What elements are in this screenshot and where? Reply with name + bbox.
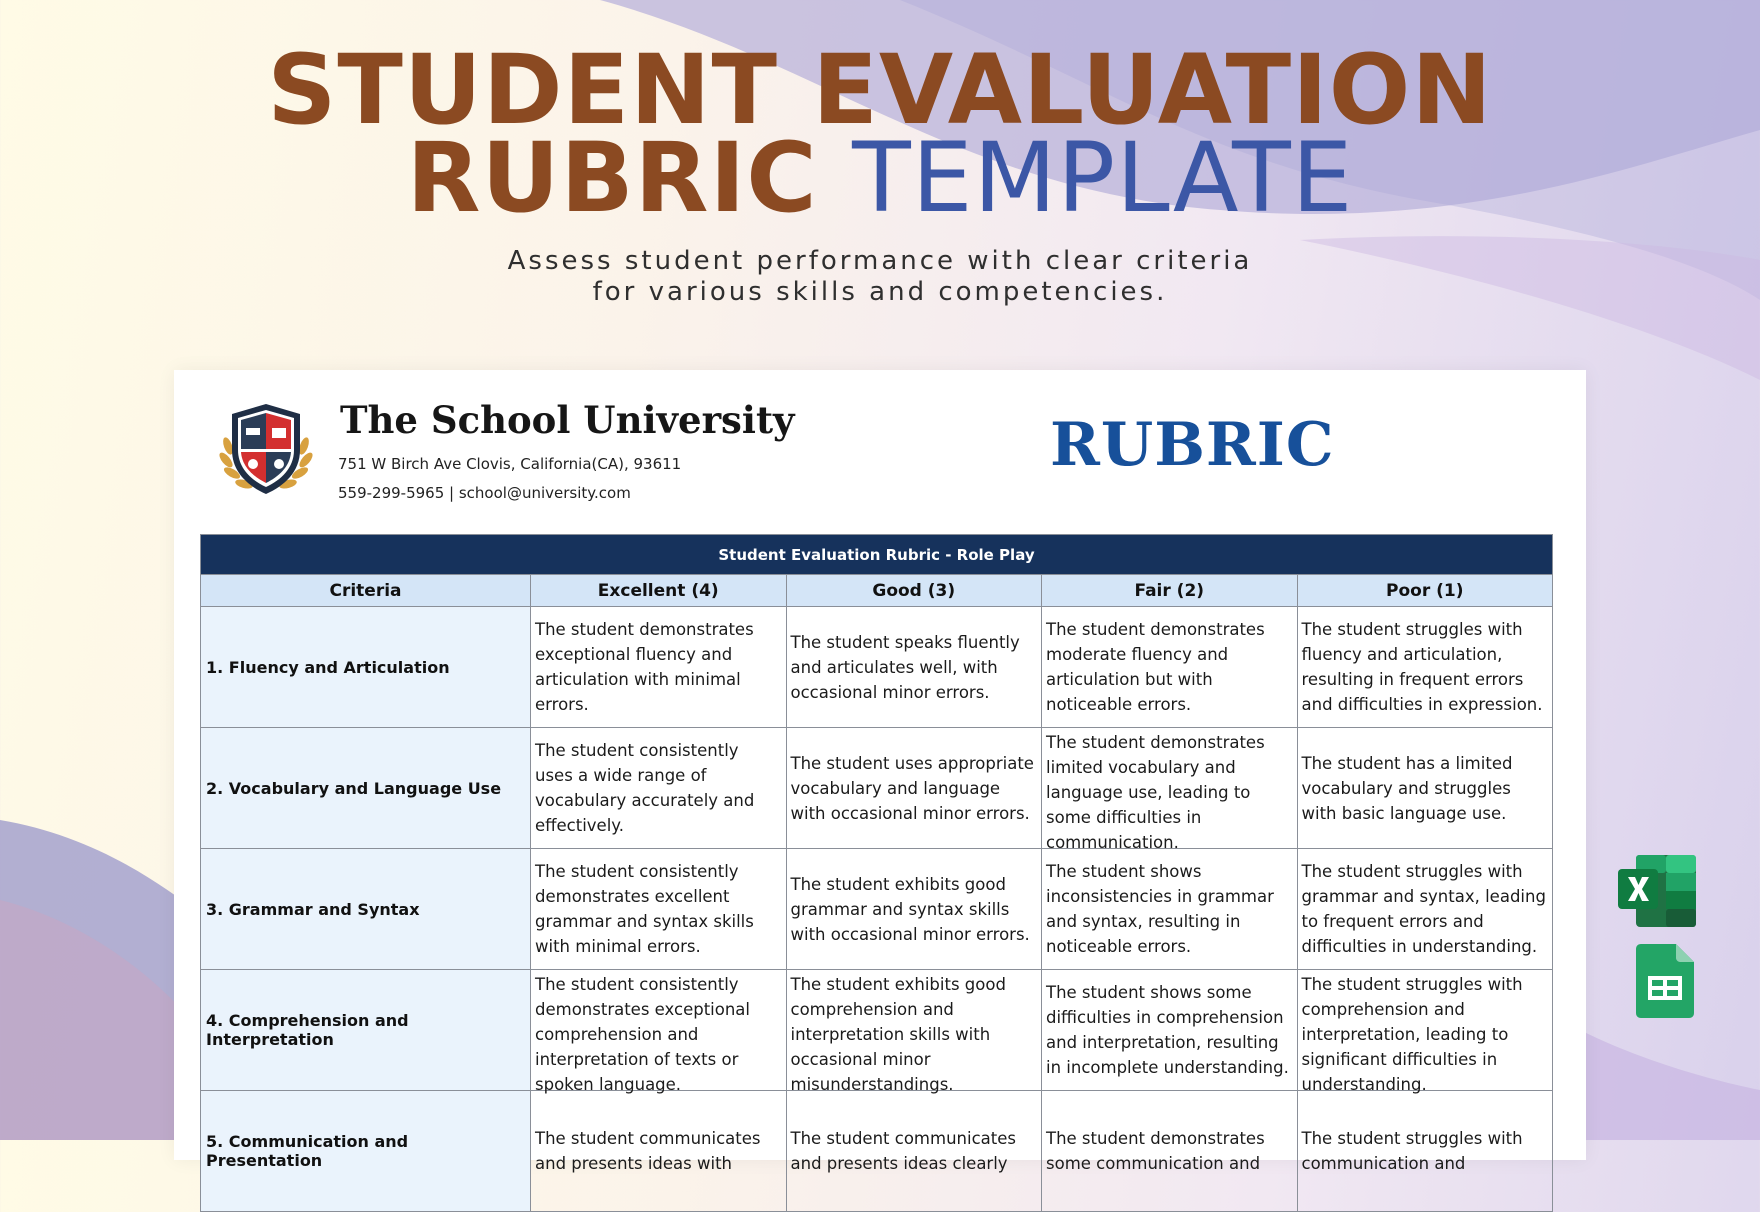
school-contact: 559-299-5965 | school@university.com — [338, 484, 631, 502]
cell-text: The student speaks fluently and articulates well, with occasional minor errors. — [790, 632, 1020, 702]
good-cell — [786, 849, 1042, 970]
fair-cell — [1042, 728, 1298, 852]
table-row — [201, 970, 1553, 1091]
fair-cell — [1042, 849, 1298, 970]
hero-title-line2 — [0, 122, 1760, 234]
cell-text: The student shows some difficulties in comprehension and interpretation, resulting in incomplete understanding. — [1046, 983, 1289, 1077]
table-title: Student Evaluation Rubric - Role Play — [201, 535, 1553, 575]
criteria-cell: 5. Communication and Presentation — [201, 1091, 531, 1212]
poor-cell — [1297, 728, 1553, 849]
hero-title — [0, 34, 1760, 234]
school-address: 751 W Birch Ave Clovis, California(CA), 93611 — [338, 455, 682, 473]
google-sheets-icon[interactable] — [1636, 944, 1694, 1018]
excellent-cell — [531, 1091, 787, 1212]
hero-subtitle-line1: Assess student performance with clear criteria — [507, 246, 1253, 276]
rubric-heading: RUBRIC — [1050, 410, 1335, 480]
cell-text: The student struggles with grammar and syntax, leading to frequent errors and difficulties in understanding. — [1301, 862, 1546, 956]
cell-text: The student shows inconsistencies in grammar and syntax, resulting in noticeable errors. — [1046, 862, 1274, 956]
good-cell — [786, 728, 1042, 849]
cell-text: The student has a limited vocabulary and struggles with basic language use. — [1301, 753, 1513, 823]
table-row — [201, 607, 1553, 728]
table-row — [201, 849, 1553, 970]
fair-cell — [1042, 970, 1298, 1091]
table-row — [201, 728, 1553, 849]
cell-text: The student exhibits good grammar and syntax skills with occasional minor errors. — [790, 874, 1030, 944]
poor-cell — [1297, 1091, 1553, 1212]
criteria-cell: 1. Fluency and Articulation — [201, 607, 531, 728]
header-excellent: Excellent (4) — [531, 575, 787, 607]
criteria-cell: 4. Comprehension and Interpretation — [201, 970, 531, 1091]
hero-subtitle-line2: for various skills and competencies. — [592, 277, 1168, 307]
hero-subtitle — [0, 246, 1760, 308]
excellent-cell — [531, 607, 787, 728]
cell-text: The student struggles with fluency and articulation, resulting in frequent errors and difficulties in expression. — [1301, 620, 1543, 714]
hero-title-bold-word: RUBRIC — [406, 122, 818, 234]
school-name: The School University — [340, 398, 795, 442]
header-fair: Fair (2) — [1042, 575, 1298, 607]
cell-text: The student communicates and presents ideas clearly — [790, 1129, 1016, 1173]
cell-text: The student consistently demonstrates exceptional comprehension and interpretation of texts or spoken language. — [535, 975, 751, 1094]
criteria-cell: 3. Grammar and Syntax — [201, 849, 531, 970]
hero-title-light-word: TEMPLATE — [852, 122, 1354, 234]
cell-text: The student uses appropriate vocabulary and language with occasional minor errors. — [790, 753, 1034, 823]
excel-icon[interactable] — [1618, 855, 1696, 927]
cell-text: The student demonstrates moderate fluency and articulation but with noticeable errors. — [1046, 620, 1265, 714]
good-cell — [786, 607, 1042, 728]
poor-cell — [1297, 607, 1553, 728]
excellent-cell — [531, 728, 787, 849]
cell-text: The student consistently uses a wide range of vocabulary accurately and effectively. — [535, 741, 755, 835]
rubric-table — [200, 534, 1553, 1212]
good-cell — [786, 970, 1042, 1094]
fair-cell — [1042, 1091, 1298, 1212]
table-row — [201, 1091, 1553, 1212]
table-header-row — [201, 575, 1553, 607]
criteria-cell: 2. Vocabulary and Language Use — [201, 728, 531, 849]
cell-text: The student communicates and presents ideas with — [535, 1129, 761, 1173]
poor-cell — [1297, 849, 1553, 970]
hero-title-line1: STUDENT EVALUATION — [267, 34, 1493, 146]
excellent-cell — [531, 970, 787, 1094]
header-poor: Poor (1) — [1297, 575, 1553, 607]
cell-text: The student struggles with comprehension and interpretation, leading to significant difficulties in understanding. — [1301, 975, 1523, 1094]
excellent-cell — [531, 849, 787, 970]
cell-text: The student struggles with communication and — [1301, 1129, 1523, 1173]
fair-cell — [1042, 607, 1298, 728]
poor-cell — [1297, 970, 1553, 1094]
good-cell — [786, 1091, 1042, 1212]
cell-text: The student consistently demonstrates excellent grammar and syntax skills with minimal errors. — [535, 862, 754, 956]
cell-text: The student exhibits good comprehension and interpretation skills with occasional minor misunderstandings. — [790, 975, 1006, 1094]
cell-text: The student demonstrates limited vocabulary and language use, leading to some difficulties in communication. — [1046, 733, 1265, 852]
university-crest-icon — [214, 400, 318, 500]
header-criteria: Criteria — [201, 575, 531, 607]
header-good: Good (3) — [786, 575, 1042, 607]
rubric-document — [174, 370, 1586, 1173]
cell-text: The student demonstrates some communication and — [1046, 1129, 1265, 1173]
cell-text: The student demonstrates exceptional fluency and articulation with minimal errors. — [535, 620, 754, 714]
